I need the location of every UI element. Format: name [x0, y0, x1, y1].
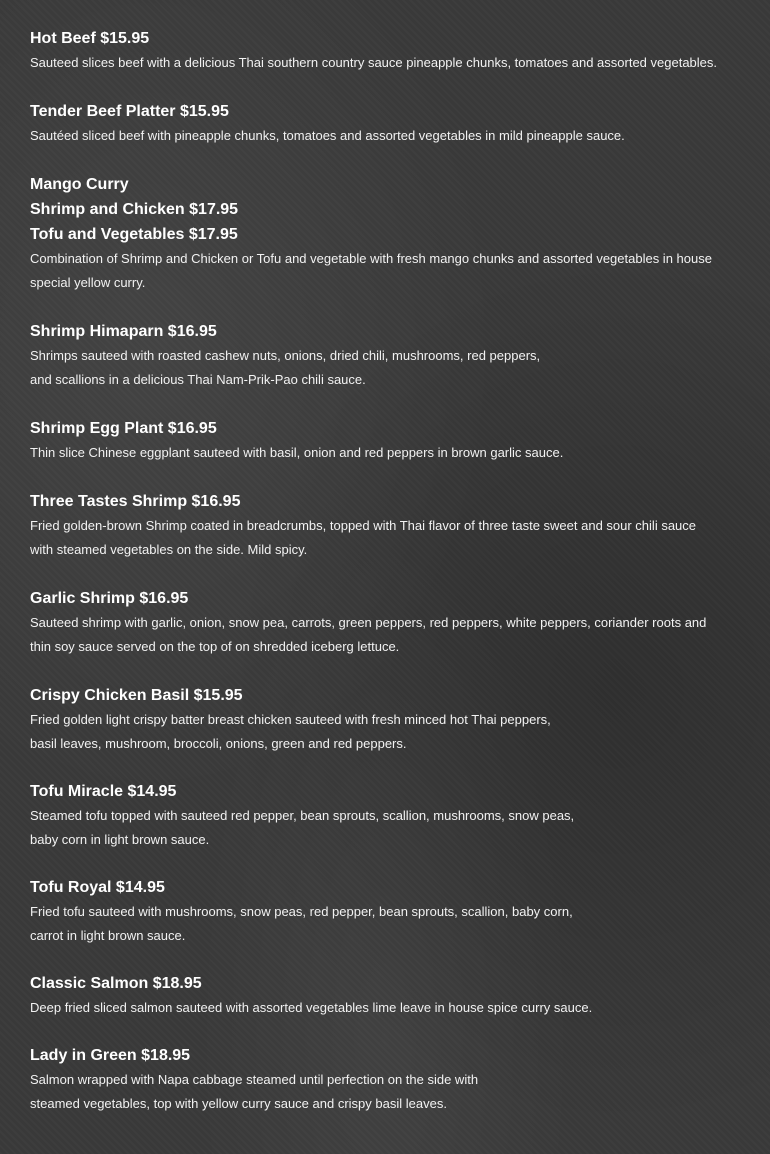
menu-list: [30, 0, 740, 1116]
menu-item: [30, 172, 740, 295]
menu-item: [30, 971, 740, 1020]
menu-item-title: Mango Curry: [30, 176, 129, 193]
menu-item-description: [30, 996, 740, 1020]
menu-item-description-line: Sautéed sliced beef with pineapple chunks, tomatoes and assorted vegetables in mild pineapple sauce.: [30, 128, 625, 143]
menu-item-title: Tofu and Vegetables $17.95: [30, 226, 238, 243]
menu-item-description-line: Salmon wrapped with Napa cabbage steamed until perfection on the side with: [30, 1072, 479, 1087]
menu-item: [30, 489, 740, 562]
menu-item-description-line: carrot in light brown sauce.: [30, 928, 186, 943]
menu-item-description: [30, 51, 740, 75]
menu-item-description: [30, 611, 740, 659]
menu-item-title: Tofu Miracle $14.95: [30, 783, 177, 800]
menu-item-description-line: basil leaves, mushroom, broccoli, onions, green and red peppers.: [30, 736, 407, 751]
menu-item-description: [30, 804, 740, 852]
menu-item-description-line: special yellow curry.: [30, 275, 146, 290]
menu-item: [30, 586, 740, 659]
menu-item-description: [30, 514, 740, 562]
menu-item: [30, 683, 740, 756]
menu-item: [30, 26, 740, 75]
menu-item-description: [30, 124, 740, 148]
menu-item-title: Tender Beef Platter $15.95: [30, 103, 229, 120]
menu-item-title: Tofu Royal $14.95: [30, 879, 165, 896]
menu-item-title: Garlic Shrimp $16.95: [30, 590, 189, 607]
menu-item-title: Crispy Chicken Basil $15.95: [30, 687, 243, 704]
menu-item-description: [30, 1068, 740, 1116]
menu-item-description-line: Steamed tofu topped with sauteed red pepper, bean sprouts, scallion, mushrooms, snow peas,: [30, 808, 575, 823]
menu-item-title: Lady in Green $18.95: [30, 1047, 191, 1064]
menu-item-description-line: baby corn in light brown sauce.: [30, 832, 210, 847]
menu-item-description: [30, 441, 740, 465]
menu-item-description: [30, 708, 740, 756]
menu-item-description-line: thin soy sauce served on the top of on shredded iceberg lettuce.: [30, 639, 400, 654]
menu-item-title: Shrimp Egg Plant $16.95: [30, 420, 217, 437]
menu-item-title: Shrimp and Chicken $17.95: [30, 201, 239, 218]
menu-item-description-line: and scallions in a delicious Thai Nam-Prik-Pao chili sauce.: [30, 372, 366, 387]
menu-item: [30, 99, 740, 148]
menu-item-description: [30, 900, 740, 948]
menu-item-description-line: Fried golden light crispy batter breast chicken sauteed with fresh minced hot Thai peppers,: [30, 712, 551, 727]
menu-item-description-line: with steamed vegetables on the side. Mild spicy.: [30, 542, 308, 557]
menu-item-description-line: Thin slice Chinese eggplant sauteed with basil, onion and red peppers in brown garlic sauce.: [30, 445, 564, 460]
menu-item-title: Hot Beef $15.95: [30, 30, 150, 47]
menu-item-description-line: Fried tofu sauteed with mushrooms, snow peas, red pepper, bean sprouts, scallion, baby corn,: [30, 904, 573, 919]
menu-item: [30, 1043, 740, 1116]
menu-item-title: Three Tastes Shrimp $16.95: [30, 493, 241, 510]
menu-item-description-line: Sauteed shrimp with garlic, onion, snow pea, carrots, green peppers, red peppers, white peppers, coriander roots and: [30, 615, 707, 630]
menu-item-description-line: Sauteed slices beef with a delicious Thai southern country sauce pineapple chunks, tomatoes and assorted vegetables.: [30, 55, 718, 70]
menu-item: [30, 779, 740, 852]
menu-item-description: [30, 344, 740, 392]
menu-item-title: Shrimp Himaparn $16.95: [30, 323, 217, 340]
menu-item-description-line: steamed vegetables, top with yellow curry sauce and crispy basil leaves.: [30, 1096, 447, 1111]
menu-item-description-line: Fried golden-brown Shrimp coated in breadcrumbs, topped with Thai flavor of three taste sweet and sour chili sauce: [30, 518, 697, 533]
menu-item: [30, 875, 740, 948]
menu-item-description: [30, 247, 740, 295]
menu-item-description-line: Shrimps sauteed with roasted cashew nuts, onions, dried chili, mushrooms, red peppers,: [30, 348, 541, 363]
menu-items: [30, 26, 740, 1116]
menu-item-description-line: Combination of Shrimp and Chicken or Tofu and vegetable with fresh mango chunks and assorted vegetables in house: [30, 251, 712, 266]
previous-item-description-fragment: [30, 0, 740, 4]
menu-item: [30, 416, 740, 465]
menu-item-title: Classic Salmon $18.95: [30, 975, 202, 992]
menu-item-description-line: Deep fried sliced salmon sauteed with assorted vegetables lime leave in house spice curry sauce.: [30, 1000, 593, 1015]
menu-item: [30, 319, 740, 392]
